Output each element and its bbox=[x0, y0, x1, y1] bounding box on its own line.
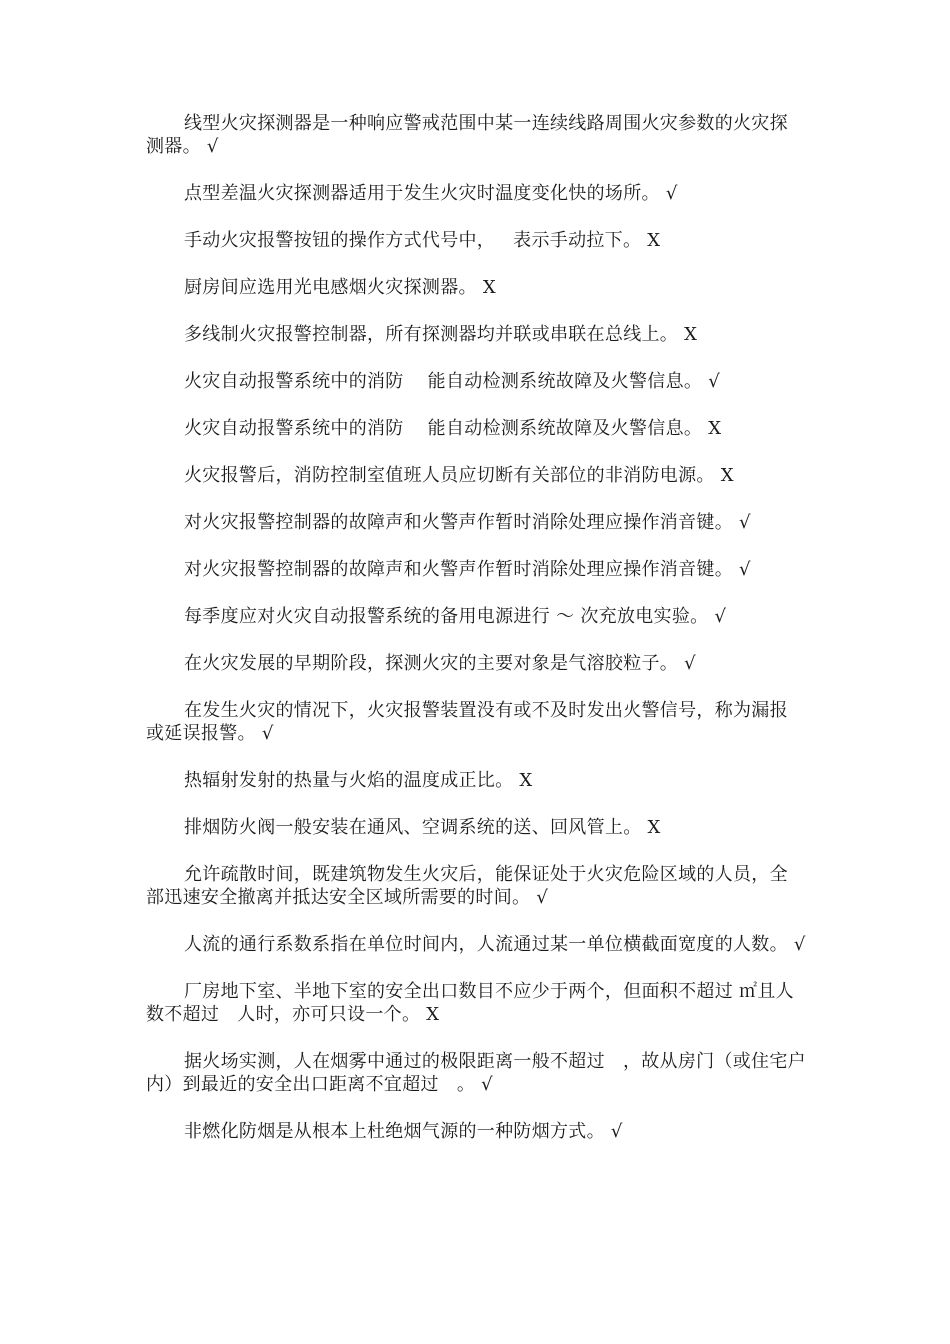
list-item: 厨房间应选用光电感烟火灾探测器。 X bbox=[184, 277, 496, 298]
list-item: 在发生火灾的情况下，火灾报警装置没有或不及时发出火警信号，称为漏报或延误报警。 √ bbox=[146, 700, 788, 744]
list-item: 对火灾报警控制器的故障声和火警声作暂时消除处理应操作消音键。 √ bbox=[184, 512, 751, 533]
list-item: 火灾报警后，消防控制室值班人员应切断有关部位的非消防电源。 X bbox=[184, 465, 734, 486]
list-item: 火灾自动报警系统中的消防 能自动检测系统故障及火警信息。 √ bbox=[184, 371, 720, 392]
list-item: 厂房地下室、半地下室的安全出口数目不应少于两个，但面积不超过 ㎡且人数不超过 人时，亦可只设一个。 X bbox=[146, 981, 794, 1025]
list-item: 每季度应对火灾自动报警系统的备用电源进行 ～ 次充放电实验。 √ bbox=[184, 606, 727, 627]
list-item: 点型差温火灾探测器适用于发生火灾时温度变化快的场所。 √ bbox=[184, 183, 678, 204]
list-item: 手动火灾报警按钮的操作方式代号中， 表示手动拉下。 X bbox=[184, 230, 661, 251]
question-list bbox=[146, 112, 806, 1167]
list-item: 线型火灾探测器是一种响应警戒范围中某一连续线路周围火灾参数的火灾探测器。 √ bbox=[146, 113, 788, 157]
list-item: 热辐射发射的热量与火焰的温度成正比。 X bbox=[184, 770, 533, 791]
list-item: 非燃化防烟是从根本上杜绝烟气源的一种防烟方式。 √ bbox=[184, 1121, 623, 1142]
list-item: 火灾自动报警系统中的消防 能自动检测系统故障及火警信息。 X bbox=[184, 418, 722, 439]
list-item: 在火灾发展的早期阶段，探测火灾的主要对象是气溶胶粒子。 √ bbox=[184, 653, 696, 674]
list-item: 排烟防火阀一般安装在通风、空调系统的送、回风管上。 X bbox=[184, 817, 661, 838]
list-item: 允许疏散时间，既建筑物发生火灾后，能保证处于火灾危险区域的人员，全部迅速安全撤离并抵达安全区域所需要的时间。 √ bbox=[146, 864, 788, 908]
list-item: 对火灾报警控制器的故障声和火警声作暂时消除处理应操作消音键。 √ bbox=[184, 559, 751, 580]
list-item: 人流的通行系数系指在单位时间内，人流通过某一单位横截面宽度的人数。 √ bbox=[184, 934, 806, 955]
list-item: 多线制火灾报警控制器，所有探测器均并联或串联在总线上。 X bbox=[184, 324, 698, 345]
list-item: 据火场实测，人在烟雾中通过的极限距离一般不超过 ，故从房门（或住宅户内）到最近的安全出口距离不宜超过 。 √ bbox=[146, 1051, 806, 1095]
